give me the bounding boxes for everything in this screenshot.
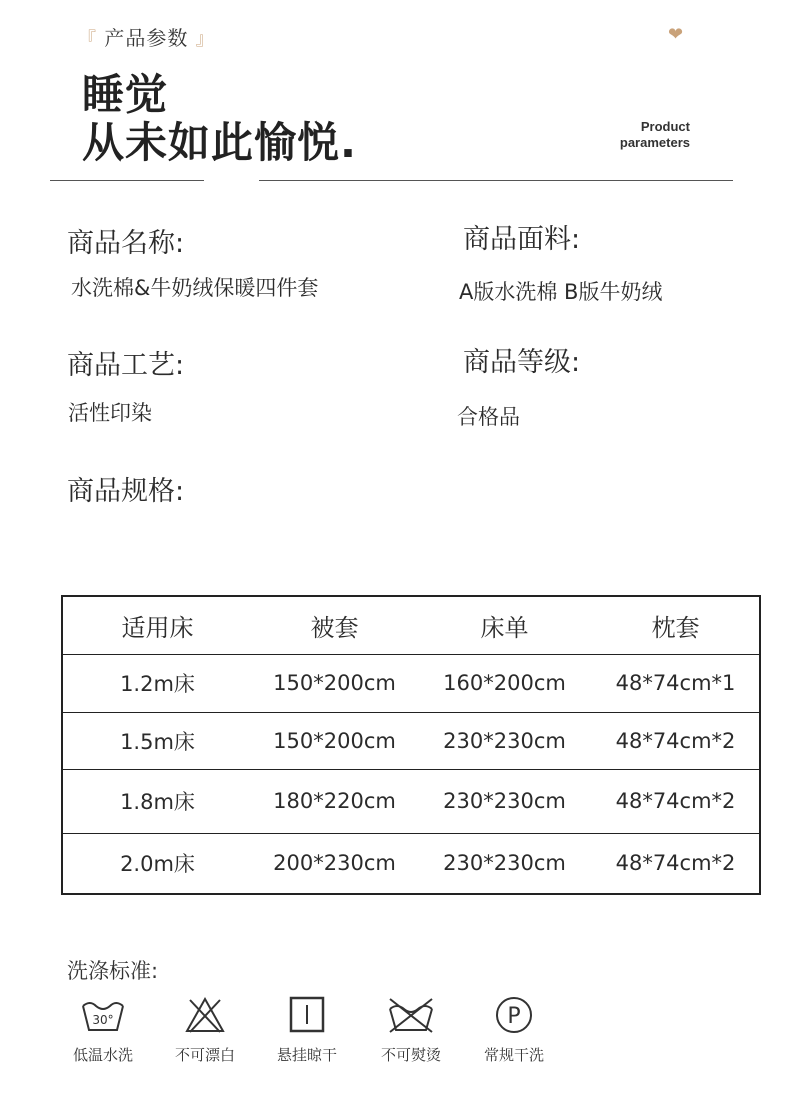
wash-label: 常规干洗	[483, 1046, 544, 1064]
table-header-cell: 适用床	[62, 596, 252, 654]
wash-30-icon	[80, 994, 126, 1036]
table-header-row	[62, 596, 760, 654]
divider-left	[50, 180, 204, 181]
wash-label: 不可熨烫	[380, 1046, 441, 1064]
table-cell: 48*74cm*2	[592, 769, 760, 833]
wash-item-no-iron	[366, 994, 456, 1065]
wash-item-dry-clean	[469, 994, 559, 1065]
dry-clean-icon	[491, 994, 537, 1036]
product-grade-label: 商品等级:	[463, 347, 581, 378]
table-row	[62, 712, 760, 769]
product-craft-label: 商品工艺:	[67, 350, 185, 381]
english-title-line-2: parameters	[619, 135, 690, 150]
product-grade-value: 合格品	[457, 405, 520, 429]
headline-line-2: 从未如此愉悦.	[82, 118, 357, 167]
no-iron-icon	[386, 994, 436, 1036]
washing-title: 洗涤标准:	[67, 959, 159, 983]
product-name-value: 水洗棉&牛奶绒保暖四件套	[71, 276, 319, 300]
table-row	[62, 769, 760, 833]
product-name-label: 商品名称:	[67, 228, 185, 259]
english-title-line-1: Product	[640, 119, 690, 134]
table-cell: 150*200cm	[252, 712, 417, 769]
table-cell: 160*200cm	[417, 654, 592, 712]
product-fabric-label: 商品面料:	[463, 224, 581, 255]
table-header-cell: 枕套	[592, 596, 760, 654]
wash-item-low-temp	[58, 994, 148, 1065]
table-cell: 48*74cm*2	[592, 712, 760, 769]
table-cell: 230*230cm	[417, 769, 592, 833]
table-cell: 230*230cm	[443, 851, 566, 876]
table-cell: 48*74cm*1	[592, 654, 760, 712]
section-tag-text: 产品参数	[104, 26, 189, 50]
hang-dry-icon	[284, 994, 330, 1036]
tag-bracket-open: 『	[78, 29, 97, 50]
table-header-cell: 被套	[252, 596, 417, 654]
wash-label: 低温水洗	[72, 1046, 133, 1064]
wash-item-no-bleach	[160, 994, 250, 1065]
wash-label: 悬挂晾干	[276, 1046, 337, 1064]
product-craft-value: 活性印染	[68, 401, 152, 425]
product-spec-label: 商品规格:	[67, 476, 185, 507]
wash-label: 不可漂白	[174, 1046, 235, 1064]
wash-temp-mark: 30°	[92, 1013, 114, 1027]
no-bleach-icon	[182, 994, 228, 1036]
english-title	[620, 119, 690, 151]
table-header-cell: 床单	[417, 596, 592, 654]
table-cell: 200*230cm	[273, 851, 396, 876]
heart-icon: ❤	[668, 24, 684, 45]
headline-line-1: 睡觉	[82, 70, 169, 119]
product-fabric-value: A版水洗棉 B版牛奶绒	[459, 280, 663, 304]
divider-right	[259, 180, 733, 181]
table-cell: 150*200cm	[252, 654, 417, 712]
table-cell: 2.0m床	[120, 852, 195, 877]
table-row	[62, 833, 760, 894]
section-tag	[78, 22, 215, 51]
tag-bracket-close: 』	[195, 29, 215, 50]
wash-item-hang-dry	[262, 994, 352, 1065]
table-cell: 1.5m床	[62, 712, 252, 769]
table-cell: 180*220cm	[252, 769, 417, 833]
table-row	[62, 654, 760, 712]
table-cell: 1.8m床	[62, 769, 252, 833]
table-cell: 1.2m床	[62, 654, 252, 712]
table-cell: 48*74cm*2	[615, 851, 736, 876]
dry-clean-mark: P	[507, 1004, 521, 1029]
spec-table	[61, 595, 761, 895]
table-cell: 230*230cm	[417, 712, 592, 769]
